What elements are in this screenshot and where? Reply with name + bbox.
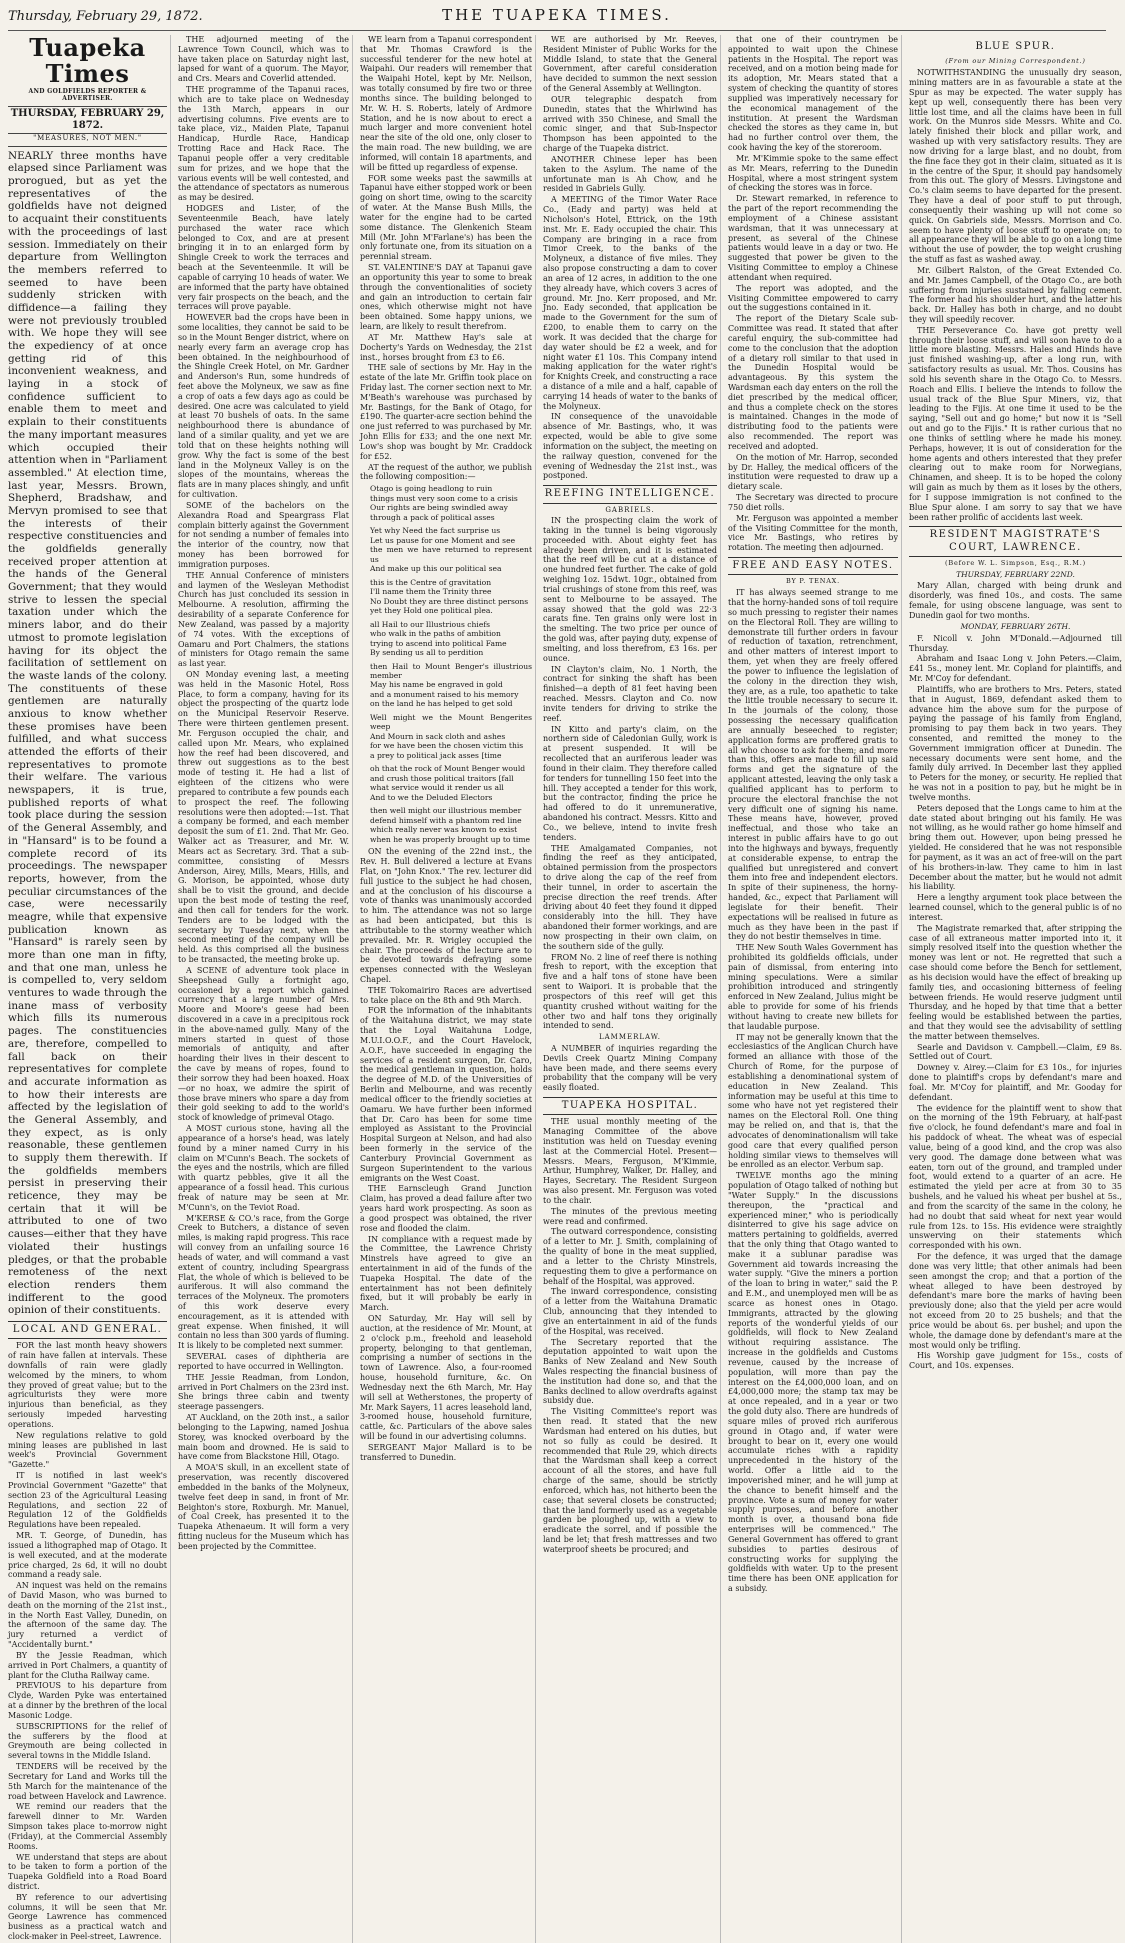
article-paragraph: WE remind our readers that the farewell dinner to Mr. Warden Simpson takes place to-morrow night (Friday), at the Commercial Assembly Rooms. <box>8 1802 167 1851</box>
free-easy-items <box>728 588 898 1593</box>
article-paragraph: IT may not be generally known that the ecclesiastics of the Anglican Church have formed an alliance with those of the Church of Rome, for the purpose of establishing a denominational system of education in New Zealand. This information may be useful at this time to some who have not yet registered their names on the Electoral Roll. One thing may be relied on, and that is, that the advocates of denominationalism will take good care that every qualified person holding similar views to themselves will be enrolled as an elector. Verbum sap. <box>728 1032 898 1170</box>
article-paragraph: THE Tokomairiro Races are advertised to take place on the 8th and 9th March. <box>360 985 532 1005</box>
article-paragraph: AT Auckland, on the 20th inst., a sailor belonging to the Lapwing, named Joshua Storey, was knocked overboard by the main boom and drowned. He is said to have come from Blackstone Hill, Otago. <box>178 1413 349 1462</box>
article-paragraph: WE learn from a Tapanui correspondent that Mr. Thomas Crawford is the successful tenderer for the new hotel at Waipahi. Our readers will remember that the Waipahi Hotel, kept by Mr. Neilson, was totally consumed by fire two or three months since. The building belonged to Mr. W. H. S. Roberts, lately of Ardmore Station, and he is now about to erect a much larger and more convenient hotel near the site of the old one, only closer to the main road. The new building, we are informed, will contain 18 apartments, and will be fitted up regardless of expense. <box>360 35 532 172</box>
poem-line: defend himself with a phantom red line <box>370 815 522 825</box>
article-paragraph: WE are authorised by Mr. Reeves, Resident Minister of Public Works for the Middle Island, to state that the General Government, after careful consideration have decided to summon the next session of the General Assembly at Wellington. <box>543 35 717 94</box>
columns <box>8 33 1122 1942</box>
article-paragraph: Mr. M'Kimmie spoke to the same effect as Mr. Mears, referring to the Dunedin Hospital, where a most stringent system of checking the stores was in force. <box>728 153 898 193</box>
article-paragraph: A SCENE of adventure took place in Sheepshead Gully a fortnight ago, occasioned by a report which gained currency that a large number of Mrs. Moore and Moore's geese had been discovered in a cave in a precipitous rock in the above-named gully. Many of the miners started in quest of those memorials of antiquity, and after hoarding their lives in their descent to the cave by means of ropes, found to their sorrow they had been hoaxed. Hoax—or no hoax, we admire the spirit of those brave miners who spare a day from their gold seeking to add to the world's stock of knowledge of primeval Otago. <box>178 965 349 1123</box>
poem-line: Otago is going headlong to ruin <box>370 484 493 494</box>
column-4 <box>543 35 721 1943</box>
article-paragraph: IN Kitto and party's claim, on the northern side of Caledonian Gully, work is at present suspended. It will be recollected that an auriferous leader was found in their claim. They therefore called for tenders for tunnelling 150 feet into the hill. They accepted a tender for this work, but the contractor, finding the price he had offered to do it unremunerative, abandoned his contract. Messrs. Kitto and Co., we believe, intend to invite fresh tenders. <box>543 724 717 842</box>
subsection-gabriels: GABRIELS. <box>605 505 655 514</box>
article-paragraph: Mary Allan, charged with being drunk and disorderly, was fined 10s., and costs. The same female, for using obscene language, was sent to Dunedin gaol for two months. <box>909 581 1122 620</box>
article-paragraph: The report was adopted, and the Visiting Committee empowered to carry out the suggestions contained in it. <box>728 283 898 313</box>
poem-line: when he was properly brought up to time <box>370 834 531 844</box>
poem-line: No Doubt they are three distinct persons <box>370 596 529 606</box>
article-paragraph: THE Perseverance Co. have got pretty well through their loose stuff, and will soon have to do a little more blasting. Messrs. Hales and Hinds have just finished washing-up, after a long run, with satisfactory results as usual. Mr. Thos. Cousins has sold his seventh share in the Otago Co. to Messrs. Roach and Ellis. I believe the intends to follow the usual track of the Blue Spur Miners, viz, that leading to the Fijis. At one time it used to be the saying, "Sell out and go home;" but now it is "Sell out and go to the Fijis." It is rather curious that no one thinks of settling where he made his money. Perhaps, however, it is out of consideration for the home agents and others interested that they prefer clearing out to make room for Norwegians, Chinamen, and sheep. It is to be hoped the colony will gain as much by them as it loses by the others, for I suppose immigration is not confined to the Blue Spur alone. I am sorry to say that we have been rather prolific of accidents last week. <box>909 325 1122 522</box>
article-paragraph: ANOTHER Chinese leper has been taken to the Asylum. The name of the unfortunate man is Ah Chow, and he resided in Gabriels Gully. <box>543 154 717 194</box>
rm-court-items-b <box>909 634 1122 1371</box>
poem-line: then well might our illustrious member <box>370 806 522 816</box>
article-paragraph: The Magistrate remarked that, after stripping the case of all extraneous matter imported into it, it simply resolved itself into the question whether the money was lent or not. He regretted that such a case should come before the Bench for settlement, as his decision would have the effect of breaking up family ties, and occasioning bitterness of feeling between friends. He would reserve judgment until Thursday, and he hoped by that time that a better feeling would be established between the parties, and that they would see the advisability of settling the matter between themselves. <box>909 923 1122 1041</box>
poem-line: for we have been the chosen victim this <box>370 741 524 751</box>
article-paragraph: FOR some weeks past the sawmills at Tapanui have either stopped work or been going on short time, owing to the scarcity of water. At the Manse Bush Mills, the water for the engine had to be carted some distance. The Glenkenich Steam Mill (Mr. John M'Farlane's) has been the only fortunate one, from its situation on a perennial stream. <box>360 173 532 262</box>
poem-line: then Hail to Mount Benger's illustrious member <box>370 661 532 680</box>
article-paragraph: HOWEVER bad the crops have been in some localities, they cannot be said to be so in the Mount Benger district, where on nearly every farm an average crop has been obtained. In the neighbourhood of the Shingle Creek Hotel, on Mr. Gardner and Anderson's Run, some hundreds of feet above the Molyneux, we saw as fine a crop of oats a few days ago as could be desired. One acre was calculated to yield at least 70 bushels of oats. In the same neighbourhood there is abundance of land of a similar quality, and yet we are told that on these heights nothing will grow. Why the fact is some of the best land in the Molyneux Valley is on the slopes of the mountains, whereas the flats are in many places shingly, and unfit for cultivation. <box>178 313 349 500</box>
local-items <box>8 1341 167 1942</box>
poem-line: all Hail to our Illustrious chiefs <box>370 619 491 629</box>
poem-line: I'll name them the Trinity three <box>370 587 492 597</box>
column-2 <box>178 35 353 1943</box>
poem-line: a prey to political jack asses [time <box>370 750 502 760</box>
article-paragraph: IN consequence of the unavoidable absence of Mr. Bastings, who, it was expected, would be able to give some information on the subject, the meeting on the railway question, convened for the evening of Wednesday the 21st inst., was postponed. <box>543 412 717 481</box>
article-paragraph: ON Saturday, Mr. Hay will sell by auction, at the residence of Mr. Mount, at 2 o'clock p.m., freehold and leasehold property, belonging to that gentleman, comprising a number of sections in the town of Lawrence. Also, a four-roomed house, household furniture, &c. On Wednesday next the 6th March, Mr. Hay will sell at Wetherstones, the property of Mr. Mark Sayers, 11 acres leasehold land, 3-roomed house, household furniture, cattle, &c. Particulars of the above sales will be found in our advertising columns. <box>360 1314 532 1442</box>
article-paragraph: The Secretary was directed to procure 750 diet rolls. <box>728 493 898 512</box>
free-easy-byline: BY P. TENAX. <box>786 577 840 586</box>
masthead-title: Tuapeka Times <box>29 33 146 89</box>
article-paragraph: The outward correspondence, consisting of a letter to Mr. J. Smith, complaining of the quality of bone in the meat supplied, and a letter to the Christy Minstrels, requesting them to give a performance on behalf of the Hospital, was approved. <box>543 1227 717 1286</box>
column-6 <box>909 35 1125 1943</box>
article-paragraph: Plaintiffs, who are brothers to Mrs. Peters, stated that in August, 1869, defendant asked them to advance him the above sum for the purpose of paying the passage of his family from England, promising to pay them back in two years. They consented, and remitted the money to the Government immigration officer at Dunedin. The necessary documents were sent home, and the family duly arrived. In December last they applied to Peters for the money, or security. He replied that he was not in a position to pay, but he might be in twelve months. <box>909 684 1122 802</box>
article-paragraph: On the motion of Mr. Harrop, seconded by Dr. Halley, the medical officers of the institution were requested to draw up a dietary scale. <box>728 452 898 492</box>
poem-line: what service would it render us all <box>370 783 504 793</box>
article-paragraph: The Secretary reported that the deputation appointed to wait upon the Banks of New Zealand and New South Wales respecting the financial business of the institution had done so, and that the Banks declined to allow overdrafts against subsidy due. <box>543 1337 717 1406</box>
article-paragraph: FOR the information of the inhabitants of the Waitahuna district, we may state that the Loyal Waitahuna Lodge, M.U.I.O.O.F., and the Court Havelock, A.O.F., have succeeded in engaging the services of a resident surgeon, Dr. Caro, the medical gentleman in question, holds the degree of M.D. of the Universities of Berlin and Melbourne, and was recently medical officer to the friendly societies at Oamaru. We have further been informed that Dr. Caro has been for some time employed as Assistant to the Provincial Hospital Surgeon at Nelson, and had also been formerly in the service of the Canterbury Provincial Government as Surgeon Superintendent to the various emigrants on the West Coast. <box>360 1006 532 1183</box>
article-paragraph: ST. VALENTINE'S DAY at Tapanui gave an opportunity this year to some to break through the conventionalities of society and gain an introduction to certain fair ones, which otherwise might not have been obtained. Some happy unions, we learn, are likely to result therefrom. <box>360 263 532 332</box>
article-paragraph: SEVERAL cases of diphtheria are reported to have occurred in Wellington. <box>178 1352 349 1371</box>
article-paragraph: that one of their countrymen be appointed to wait upon the Chinese patients in the Hospital. The report was received, and on a motion being made for its adoption, Mr. Mears stated that a system of checking the quantity of stores supplied was imperatively necessary for the economical management of the institution. At present the Wardsman checked the stores as they came in, but had no further control over them, the cook having the key of the storeroom. <box>728 35 898 153</box>
article-paragraph: TWELVE months ago the mining population of Otago talked of nothing but "Water Supply." In the discussions thereupon, the "practical and experienced miner," who is periodically disinterred to give his sage advice on matters pertaining to goldfields, averred that the only thing that Otago wanted to make it a sublunar paradise was Government aid towards increasing the water supply. "Give the miners a portion of the loan to bring in water," said the P. and E.M., and unemployed men will be as scarce as honest ones in Otago. Immigrants, attracted by the glowing reports of the wonderful yields of our goldfields, will flock to New Zealand without requiring assistance. The increase in the goldfields and Customs revenue, caused by the increase of population, will more than pay the interest on the £4,000,000 loan, and on £4,000,000 more; the stamp tax may be at once repealed, and in a year or two the gold duty also. There are hundreds of square miles of proved rich auriferous ground in Otago and, if water were brought to bear on it, every one would accumulate riches with a rapidity unprecedented in the history of the world. Offer a little aid to the impoverished miner, and he will jump at the chance to benefit himself and the province. Vote a sum of money for water supply purposes, and before another month is over, a thousand bona fide enterprises will be commenced." The General Government has offered to grant subsidies to parties desirous of constructing works for supplying the goldfields with water. Up to the present time there has been ONE application for a subsidy. <box>728 1171 898 1593</box>
poem-line: oh that the rock of Mount Benger would <box>370 764 526 774</box>
hospital-items <box>543 1117 717 1554</box>
article-paragraph: His Worship gave judgment for 15s., costs of Court, and 10s. expenses. <box>909 1351 1122 1371</box>
article-paragraph: AN inquest was held on the remains of David Mason, who was burned to death on the morning of the 21st inst., in the North East Valley, Dunedin, on the afternoon of the same day. The jury returned a verdict of "Accidentally burnt." <box>8 1581 167 1650</box>
article-paragraph: FOR the last month heavy showers of rain have fallen at intervals. These downfalls of rain were gladly welcomed by the miners, to whom they proved of great value; but to the agriculturists they were more injurious than beneficial, as they seriously impeded harvesting operations. <box>8 1341 167 1429</box>
masthead <box>8 35 167 147</box>
poem-line: yet they Hold one political plea. <box>370 606 493 616</box>
article-paragraph: Mr. Gilbert Ralston, of the Great Extended Co. and Mr. James Campbell, of the Otago Co., are both suffering from injuries sustained by falling cement. The former had his shoulder hurt, and the latter his back. Dr. Halley has both in charge, and no doubt they will speedily recover. <box>909 265 1122 324</box>
blue-spur-items <box>909 68 1122 522</box>
article-paragraph: The minutes of the previous meeting were read and confirmed. <box>543 1206 717 1226</box>
section-blue-spur: BLUE SPUR. <box>975 41 1056 52</box>
header-title: THE TUAPEKA TIMES. <box>442 6 672 24</box>
article-paragraph: SOME of the bachelors on the Alexandra Road and Speargrass Flat complain bitterly against the Government for not sending a number of females into the interior of the country, now that money has been borrowed for immigration purposes. <box>178 500 349 569</box>
article-paragraph: The Visiting Committee's report was then read. It stated that the new Wardsman had entered on his duties, but not so fully as could be desired. It recommended that Rule 29, which directs that the Wardsman shall keep a correct account of all the stores, and have full charge of the same, should be strictly enforced, which has, not hitherto been the case; that several closets be constructed; that the land formerly used as a vegetable garden be ploughed up, with a view to eradicate the sorrel, and if possible the land be let; that fresh mattresses and two waterproof sheets be procured; and <box>543 1407 717 1554</box>
article-paragraph: New regulations relative to gold mining leases are published in last week's Provincial Government "Gazette." <box>8 1430 167 1470</box>
article-paragraph: IT has always seemed strange to me that the horny-handed sons of toil require so much pressing to register their names on the Electoral Roll. They are willing to demonstrate till further orders in favour of reduction of taxation, retrenchment, and other matters of interest import to them, yet when they are freely offered the power to influence the legislation of the colony in the direction they wish, they are, as a rule, too apathetic to take the little trouble necessary to secure it. In the journals of the colony, those possessing the necessary qualification are annually beseeched to register; application forms are proffered gratis to all who choose to ask for them; and more than this, offers are made to fill up said forms and get the signature of the applicant attested, leaving the only task a qualified applicant has to perform to procure the electoral franchise the not very difficult one of signing his name. These means have, however, proved ineffectual, and those who take an interest in public affairs have to go out into the highways and byways, frequently at considerable expense, to entrap the qualified but unregistered and convert them into free and independent electors. In spite of their supineness, the horny-handed, &c., expect that Parliament will legislate for their benefit. Their expectations will be realised in future as much as they have been in the past if they do not bestir themselves in time. <box>728 588 898 942</box>
article-paragraph: THE programme of the Tapanui races, which are to take place on Wednesday the 13th March, appears in our advertising columns. Five events are to take place, viz., Maiden Plate, Tapanui Handicap, Hurdle Race, Handicap Trotting Race and Hack Race. The Tapanui people offer a very creditable sum for prizes, and we hope that the various events will be well contested, and the attendance of spectators as numerous as may be desired. <box>178 85 349 203</box>
article-paragraph: Downey v. Airey.—Claim for £3 10s., for injuries done to plaintiff's crops by defendant's mare and foal. Mr. M'Coy for plaintiff, and Mr. Gooday for defendant. <box>909 1063 1122 1102</box>
article-paragraph: IN compliance with a request made by the Committee, the Lawrence Christy Minstrels have agreed to give an entertainment in aid of the funds of the Tuapeka Hospital. The date of the entertainment has not been definitely fixed, but it will probably be early in March. <box>360 1234 532 1313</box>
poem-line: which really never was known to exist <box>370 825 518 835</box>
article-paragraph: IT is notified in last week's Provincial Government "Gazette" that section 23 of the Agricultural Leasing Regulations, and section 22 of Regulation 12 of the Goldfields Regulations have been repealed. <box>8 1471 167 1530</box>
header-date: Thursday, February 29, 1872. <box>8 9 203 24</box>
rm-court-day-2: MONDAY, FEBRUARY 26TH. <box>960 622 1071 632</box>
section-rm-court: RESIDENT MAGISTRATE'S COURT, LAWRENCE. <box>909 526 1122 557</box>
poem-line: and a monument raised to his memory <box>370 689 519 699</box>
poem-line: Our rights are being swindled away <box>370 503 508 513</box>
article-paragraph: NOTWITHSTANDING the unusually dry season, mining matters are in as favourable a state at the Spur as may be expected. The water supply has kept up well, consequently there has been very little lost time, and all the claims have been in full work. On the Munros side Messrs. White and Co. lately finished their block and pillar work, and washed up with very satisfactory results. They are now driving for a large blast, and no doubt, from the fine face they got in their claim, situated as it is in the centre of the Spur, it should pay handsomely from this out. The glory of Messrs. Livingstone and Co.'s claim seems to have departed for the present. They have a deal of poor stuff to put through, consequently their washing up will not come so quick. On Gabriels side, Messrs. Morrison and Co. seem to have plenty of loose stuff to operate on; to all appearance they will be able to go on a long time without the use of powder, the top weight crushing the stuff as fast as washed away. <box>909 68 1122 265</box>
article-paragraph: Searle and Davidson v. Campbell.—Claim, £9 8s. Settled out of Court. <box>909 1042 1122 1062</box>
article-paragraph: The inward correspondence, consisting of a letter from the Waitahuna Dramatic Club, announcing that they intended to give an entertainment in aid of the funds of the Hospital, was received. <box>543 1287 717 1336</box>
article-paragraph: THE Jessie Readman, from London, arrived in Port Chalmers on the 23rd inst. She brings three cabin and twenty steerage passengers. <box>178 1372 349 1412</box>
section-hospital: TUAPEKA HOSPITAL. <box>543 1097 717 1115</box>
article-paragraph: A MEETING of the Timor Water Race Co., (Eady and party) was held at Nicholson's Hotel, Ettrick, on the 19th inst. Mr. E. Eady occupied the chair. This Company are bringing in a race from Timor Creek, to the banks of the Molyneux, a distance of five miles. They also propose constructing a dam to cover an area of 12 acres, in addition to the one they already have, which covers 3 acres of ground. Mr. Jno. Kerr proposed, and Mr. Jno. Eady seconded, that application be made to the Government for the sum of £200, to enable them to carry on the work. It was decided that the charge for day water should be £2 a week, and for night water £1 10s. This Company intend making application for the water right's for Knights Creek, and constructing a race a distance of a mile and a half, capable of carrying 14 heads of water to the banks of the Molyneux. <box>543 195 717 411</box>
poem-line: And to we the Deluded Electors <box>370 792 493 802</box>
reefing-items-a <box>543 516 717 1031</box>
article-paragraph: A MOA'S skull, in an excellent state of preservation, was recently discovered embedded in the banks of the Molyneux, twelve feet deep in sand, in front of Mr. Beighton's store, Roxburgh. Mr. Manuel, of Coal Creek, has presented it to the Tuapeka Athenaeum. It will form a very fitting nucleus for the Museum which has been projected by the Committee. <box>178 1463 349 1551</box>
article-paragraph: THE sale of sections by Mr. Hay in the estate of the late Mr. Griffin took place on Friday last. The corner section next to Mr. M'Beath's warehouse was purchased by Mr. Bastings, for the Bank of Otago, for £190. The quarter-acre section behind the one just referred to was purchased by Mr. John Ellis for £33; and the one next Mr. Low's shop was bought by Mr. Craddock for £52. <box>360 363 532 461</box>
poem-line: this is the Centre of gravitation <box>370 577 492 587</box>
poem-line: Let us pause for one Moment and see <box>370 535 516 545</box>
poem-line: May his name be engraved in gold <box>370 680 503 690</box>
article-paragraph: THE Annual Conference of ministers and laymen of the Wesleyan Methodist Church has just concluded its session in Melbourne. A resolution, affirming the desirability of a separate Conference for New Zealand, was passed by a majority of 74 votes. With the exceptions of Oamaru and Port Chalmers, the stations of ministers for Otago remain the same as last year. <box>178 570 349 669</box>
article-paragraph: THE Earnscleugh Grand Junction Claim, has proved a dead failure after two years hard work prospecting. As soon as a good prospect was obtained, the river rose and flooded the claim. <box>360 1184 532 1233</box>
column-1 <box>8 35 171 1943</box>
article-paragraph: ON the evening of the 22nd inst., the Rev. H. Bull delivered a lecture at Evans Flat, on "John Knox." The rev. lecturer did full justice to the subject he had chosen, and at the conclusion of his discourse a vote of thanks was unanimously accorded to him. The attendance was not so large as had been anticipated, but this is attributable to the stormy weather which prevailed. Mr. R. Wrigley occupied the chair. The proceeds of the lecture are to be devoted towards defraying some expenses connected with the Wesleyan Chapel. <box>360 847 532 984</box>
article-paragraph: OUR telegraphic despatch from Dunedin, states that the Whirlwind has arrived with 350 Chinese, and Small the comic singer, and that Sub-Inspector Thompson has been appointed to the charge of the Tuapeka district. <box>543 94 717 154</box>
article-paragraph: WE understand that steps are about to be taken to form a portion of the Tuapeka Goldfield into a Road Board district. <box>8 1852 167 1891</box>
blue-spur-byline: (From our Mining Correspondent.) <box>945 57 1086 66</box>
article-paragraph: Here a lengthy argument took place between the learned counsel, which to the general public is of no interest. <box>909 893 1122 922</box>
col4-items-a <box>543 35 717 481</box>
subsection-lammerlaw: LAMMERLAW. <box>598 1033 662 1042</box>
poem-line: Yet why Need the fact surprise us <box>370 526 501 536</box>
section-free-easy: FREE AND EASY NOTES. <box>728 557 898 575</box>
article-paragraph: The evidence for the plaintiff went to show that on the morning of the 19th February, at half-past five o'clock, he found defendant's mare and foal in his paddock of wheat. The wheat was of especial value, being of a good kind, and the crop was also very good. The damage done between what was eaten, torn out of the ground, and trampled under foot, would extend to a quarter of an acre. He estimated the yield per acre at from 30 to 35 bushels, and he valued his wheat per bushel at 5s., and from the scarcity of the same in the colony, he had no doubt that said wheat for next year would rule from 12s. to 15s. His evidence were straightly unswerving on their statements which corresponded with his own. <box>909 1103 1122 1251</box>
poem-line: things must very soon come to a crisis <box>370 493 518 503</box>
article-paragraph: IN Clayton's claim, No. 1 North, the contract for sinking the shaft has been finished—a depth of 81 feet having been reached. Messrs. Clayton and Co. now invite tenders for driving to strike the reef. <box>543 664 717 723</box>
rm-court-items-a <box>909 581 1122 620</box>
article-paragraph: PREVIOUS to his departure from Clyde, Warden Pyke was entertained at a dinner by the brethren of the local Masonic Lodge. <box>8 1681 167 1720</box>
article-paragraph: Dr. Stewart remarked, in reference to the part of the report recommending the employment of a Chinese assistant wardsman, that it was unnecessary at present, as several of the Chinese patients would leave in a day or two. He suggested that power be given to the Visiting Committee to employ a Chinese attendant when required. <box>728 194 898 282</box>
reefing-items-b <box>543 1044 717 1093</box>
article-paragraph: THE adjourned meeting of the Lawrence Town Council, which was to have taken place on Saturday night last, lapsed for want of a quorum. The Mayor, and Crs. Mears and Coverlid attended. <box>178 35 349 84</box>
running-header <box>8 6 1106 31</box>
rm-court-before: (Before W. L. Simpson, Esq., R.M.) <box>945 558 1086 567</box>
column-3 <box>360 35 536 1943</box>
article-paragraph: For the defence, it was urged that the damage done was very little; that other animals had been seen amongst the crop; and that a portion of the wheat alleged to have been destroyed by defendant's mare bore the marks of having been previously done; also that the yield per acre would not exceed from 20 to 25 bushels; and that the price would be about 6s. per bushel; and upon the whole, the damage done by defendant's mare at the most would only be trifling. <box>909 1252 1122 1350</box>
article-paragraph: BY the Jessie Readman, which arrived in Port Chalmers, a quantity of plant for the Clutha Railway came. <box>8 1650 167 1680</box>
poem-line: the men we have returned to represent us <box>370 545 532 564</box>
article-paragraph: SUBSCRIPTIONS for the relief of the sufferers by the flood at Greymouth are being collected in several towns in the Middle Island. <box>8 1721 167 1761</box>
article-paragraph: F. Nicoll v. John M'Donald.—Adjourned till Thursday. <box>909 633 1122 653</box>
article-paragraph: Peters deposed that the Longs came to him at the date stated about bringing out his family. He was not willing, as he would rather go home himself and bring them out. However, upon being pressed he yielded. He considered that he was not responsible for payment, as it was an act of free-will on the part of his brothers-in-law. They came to him in last December about the matter, but he would not admit his liability. <box>909 803 1122 892</box>
section-local-general: LOCAL AND GENERAL. <box>8 1321 167 1339</box>
leader-paragraph: NEARLY three months have elapsed since Parliament was prorogued, but as yet the representatives of the goldfields have not deigned to acquaint their constituents with the proceedings of last session. Immediately on their departure from Wellington the members referred to seemed to have been suddenly stricken with diffidence—a failing they were not previously troubled with. We hope they will see the expediency of at once getting rid of this inconvenient weakness, and laying in a stock of confidence sufficient to enable them to meet and explain to their constituents the many important measures which occupied their attention when in "Parliament assembled." At election time, last year, Messrs. Brown, Shepherd, Bradshaw, and Mervyn promised to see that the interests of their respective constituencies and the goldfields generally received proper attention at the hands of the General Government; that they would strive to lessen the special taxation under which the miners labor, and do their utmost to promote legislation having for its object the facilitation of settlement on the waste lands of the colony. The constituents of these gentlemen are naturally anxious to know whether these promises have been fulfilled, and what success attended the efforts of their representatives to promote their welfare. The various newspapers, it is true, published reports of what took place during the session of the General Assembly, and in "Hansard" is to be found a complete record of its proceedings. The newspaper reports, however, from the peculiar circumstances of the case, were necessarily meagre, while that expensive publication known as "Hansard" is rarely seen by more than one man in fifty, and that one man, unless he is compelled to, very seldom ventures to wade through the inane mass of verbosity which fills its numerous pages. The constituencies are, therefore, compelled to fall back on their representatives for complete and accurate information as to how their interests are affected by the legislation of the General Assembly, and they expect, as is only reasonable, these gentlemen to supply them therewith. If the goldfields members persist in preserving their reticence, they may be certain that it will be attributed to one of two causes—either that they have violated their hustings pledges, or that the probable remoteness of the next election renders them indifferent to the good opinion of their constituents. <box>8 149 167 1317</box>
article-paragraph: THE usual monthly meeting of the Managing Committee of the above institution was held on Tuesday evening last at the Commercial Hotel. Present—Messrs. Mears, Ferguson, M'Kimmie, Arthur, Humphrey, Walker, Dr. Halley, and Hayes, Secretary. The Resident Surgeon was also present. Mr. Ferguson was voted to the chair. <box>543 1117 717 1205</box>
col3-items-a <box>360 35 532 482</box>
poem-line: and crush those political traitors [fall <box>370 773 514 783</box>
article-paragraph: MR. T. George, of Dunedin, has issued a lithographed map of Otago. It is well executed, and at the moderate price charged, 2s 6d, it will no doubt command a ready sale. <box>8 1531 167 1580</box>
leader-article <box>8 150 167 1317</box>
poem-line: who walk in the paths of ambition <box>370 629 501 639</box>
masthead-motto: "MEASURES, NOT MEN." <box>33 134 142 143</box>
poem-line: And Mourn in sack cloth and ashes <box>370 731 506 741</box>
article-paragraph: THE New South Wales Government has prohibited its goldfields officials, under pain of dismissal, from entering into mining speculations. Were a similar prohibition introduced and stringently enforced in New Zealand, Julius might be able to provide for some of his friends without having to create new billets for that laudable purpose. <box>728 943 898 1031</box>
poem-line: through a pack of political asses <box>370 512 495 522</box>
article-paragraph: BY reference to our advertising columns, it will be seen that Mr. George Lawrence has commenced business as a practical watch and clock-maker in Peel-street, Lawrence. <box>8 1892 167 1942</box>
article-paragraph: AT the request of the author, we publish the following composition:— <box>360 462 532 482</box>
article-paragraph: SERGEANT Major Mallard is to be transferred to Dunedin. <box>360 1442 532 1462</box>
article-paragraph: The report of the Dietary Scale sub-Committee was read. It stated that after careful enquiry, the sub-committee had come to the conclusion that the adoption of a dietary roll similar to that used in the Dunedin Hospital would be advantageous. By this system the Wardsman each day enters on the roll the diet prescribed by the medical officer, and thus a complete check on the stores is maintained. Changes in the mode of distributing food to the patients were also recommended. The report was received and adopted. <box>728 314 898 451</box>
column-5 <box>728 35 902 1943</box>
poem <box>370 484 532 844</box>
col2-items <box>178 35 349 1552</box>
article-paragraph: IN the prospecting claim the work of taking in the tunnel is being vigorously proceeded with. About eighty feet has already been driven, and it is estimated that the reef will be cut at a distance of one hundred feet further. The cake of gold weighing 1oz. 15dwt. 10gr., obtained from trial crushings of stone from this reef, was sent to Melbourne to be assayed. The assay showed that the gold was 22·3 carats fine. Ten grains only were lost in the smelting. The two price per ounce of the gold was, after paying duty, expense of smelting, and loss therefrom, £3 16s. per ounce. <box>543 516 717 663</box>
col3-items-b <box>360 847 532 1462</box>
article-paragraph: A NUMBER of inquiries regarding the Devils Creek Quartz Mining Company have been made, and there seems every probability that the company will be very easily floated. <box>543 1043 717 1093</box>
article-paragraph: Mr. Ferguson was appointed a member of the Visiting Committee for the month, vice Mr. Bastings, who retires by rotation. The meeting then adjourned. <box>728 513 898 553</box>
rm-court-day-1: THURSDAY, FEBRUARY 22ND. <box>956 569 1075 579</box>
article-paragraph: Abraham and Isaac Long v. John Peters.—Claim, £41 5s., money lent. Mr. Copland for plaintiffs, and Mr. M'Coy for defendant. <box>909 654 1122 684</box>
article-paragraph: THE Amalgamated Companies, not finding the reef as they anticipated, obtained permission from the prospectors to drive along the cap of the reef from their tunnel, in order to ascertain the precise direction the reef trends. After driving about 40 feet they found it dipped considerably into the hill. They have abandoned their former workings, and are now prospecting in their own claim, on the southern side of the gully. <box>543 843 717 951</box>
masthead-subtitle: AND GOLDFIELDS REPORTER & ADVERTISER. <box>28 87 147 103</box>
article-paragraph: AT Mr. Matthew Hay's sale at Docherty's Yards on Wednesday, the 21st inst., horses brought from £3 to £6. <box>360 332 532 362</box>
article-paragraph: HODGES and Lister, of the Seventeenmile Beach, have lately purchased the water race which belonged to Cox, and are at present bringing it in to an enlarged form by Shingle Creek to work the terraces and beach at the Seventeenmile. It will be capable of carrying 10 heads of water. We are informed that the party have obtained very fair prospects on the beach, and the terraces will prove payable. <box>178 204 349 312</box>
article-paragraph: TENDERS will be received by the Secretary for Land and Works till the 5th March for the maintenance of the road between Havelock and Lawrence. <box>8 1762 167 1801</box>
article-paragraph: M'KERSE & CO.'s race, from the Gorge Creek to Butchers, a distance of seven miles, is making rapid progress. This race will convey from an unfailing source 16 heads of water, and will command a vast extent of country, including Speargrass Flat, the whole of which is believed to be auriferous. It will also command the terraces of the Molyneux. The promoters of this work deserve every encouragement, as it is attended with great expense. When finished, it will contain no less than 300 yards of fluming. It is likely to be completed next summer. <box>178 1213 349 1351</box>
col5-items-a <box>728 35 898 553</box>
masthead-dateline: THURSDAY, FEBRUARY 29, 1872. <box>8 106 167 135</box>
article-paragraph: ON Monday evening last, a meeting was held in the Masonic Hotel, Ross Place, to form a company, having for its object the prospecting of the quartz lode on the Municipal Reservoir Reserve. There were thirteen gentlemen present. Mr. Ferguson occupied the chair, and called upon Mr. Mears, who explained how the reef had been discovered, and threw out suggestions as to the best mode of testing it. He had a list of eighteen of the citizens who were prepared to contribute a few pounds each to prospect the reef. The following resolutions were then adopted:—1st. That a company be formed, and each member deposit the sum of £1. 2nd. That Mr. Geo. Walker act as Treasurer, and Mr. W. Mears act as Secretary. 3rd. That a sub-committee, consisting of Messrs Anderson, Airey, Mills, Mears, Hills, and G. Morison, be appointed, whose duty shall be to visit the ground, and decide upon the best mode of testing the reef, and then call for tenders for the work. Tenders are to be lodged with the secretary by Tuesday next, when the second meeting of the company will be held. As this comprised all the business to be transacted, the meeting broke up. <box>178 670 349 965</box>
article-paragraph: FROM No. 2 line of reef there is nothing fresh to report, with the exception that five and a half tons of stone have been sent to Waipori. It is probable that the prospectors of this reef will get this quantity crushed without waiting for the other two and half tons they originally intended to send. <box>543 952 717 1031</box>
section-reefing: REEFING INTELLIGENCE. <box>543 485 717 503</box>
poem-line: trying to ascend into political Fame <box>370 638 507 648</box>
poem-line: Well might we the Mount Bengerites weep <box>370 712 532 732</box>
poem-line: By sending us all to perdition <box>370 648 484 658</box>
poem-line: on the land he has helped to get sold <box>370 699 513 709</box>
article-paragraph: A MOST curious stone, having all the appearance of a horse's head, was lately found by a miner named Curry in his claim on M'Cunn's Beach. The sockets of the eyes and the nostrils, which are filled with quartz pebbles, give it all the appearance of a fossil head. This curious freak of nature may be seen at Mr. M'Cunn's, on the Teviot Road. <box>178 1124 349 1212</box>
poem-line: And make up this our political sea <box>370 564 502 574</box>
